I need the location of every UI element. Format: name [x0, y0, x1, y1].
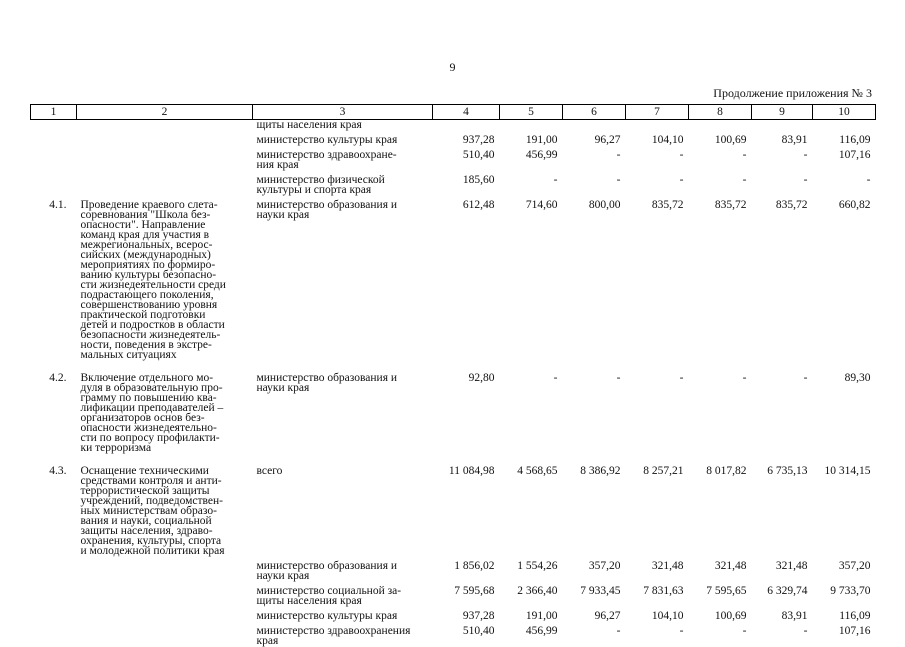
executor: министерство образования и науки края: [256, 199, 398, 221]
amount-cell: -: [616, 625, 621, 637]
executor: министерство социальной за- щиты населения края: [256, 585, 402, 607]
amount-cell: 510,40: [462, 149, 495, 161]
amount-cell: 100,69: [714, 610, 747, 622]
amount-cell: 612,48: [462, 199, 495, 211]
amount-cell: 8 017,82: [706, 465, 747, 477]
table-row: [31, 145, 876, 170]
amount-cell: 4 568,65: [517, 465, 558, 477]
measure-name: [77, 556, 253, 581]
table-row: [31, 130, 876, 145]
header-cell: 3: [253, 105, 433, 120]
executor: всего: [256, 465, 283, 477]
budget-table: [30, 104, 876, 646]
amount-cell: 7 595,68: [454, 585, 495, 597]
amount-cell: -: [803, 174, 808, 186]
header-cell: 7: [626, 105, 689, 120]
amount-cell: [752, 120, 813, 131]
amount-cell: 1 554,26: [517, 560, 558, 572]
amount-cell: 835,72: [714, 199, 747, 211]
amount-cell: 104,10: [651, 610, 684, 622]
amount-cell: 89,30: [844, 372, 871, 384]
table-row: [31, 621, 876, 646]
amount-cell: 456,99: [525, 149, 558, 161]
amount-cell: [500, 120, 563, 131]
measure-name: [77, 145, 253, 170]
table-row: [31, 581, 876, 606]
amount-cell: 7 933,45: [580, 585, 621, 597]
executor: щиты населения края: [256, 119, 362, 131]
measure-name: [77, 120, 253, 131]
amount-cell: 714,60: [525, 199, 558, 211]
header-cell: 6: [563, 105, 626, 120]
amount-cell: 1 856,02: [454, 560, 495, 572]
amount-cell: 6 329,74: [767, 585, 808, 597]
amount-cell: 116,09: [839, 610, 871, 622]
amount-cell: 100,69: [714, 134, 747, 146]
measure-name: [77, 606, 253, 621]
item-number: [31, 120, 77, 131]
measure-name: Оснащение техническими средствами контроля и анти- террористической защиты учреждений, подведомствен- ных министерствам образо- вания и науки, социальной защиты населения, здраво- охранения, культуры, спорта и молодежной политики края: [80, 465, 225, 557]
executor: министерство здравоохране- ния края: [256, 149, 397, 171]
amount-cell: 9 733,70: [830, 585, 871, 597]
executor: министерство здравоохранения края: [256, 625, 411, 647]
item-number: [31, 606, 77, 621]
amount-cell: 8 386,92: [580, 465, 621, 477]
executor: министерство культуры края: [256, 134, 398, 146]
amount-cell: 321,48: [651, 560, 684, 572]
header-row: [31, 105, 876, 120]
header-cell: 8: [689, 105, 752, 120]
continuation-label: Продолжение приложения № 3: [713, 86, 872, 100]
amount-cell: -: [553, 372, 558, 384]
executor: министерство физической культуры и спорта края: [256, 174, 385, 196]
amount-cell: -: [742, 149, 747, 161]
executor: министерство образования и науки края: [256, 560, 398, 582]
amount-cell: 92,80: [468, 372, 495, 384]
amount-cell: 937,28: [462, 610, 495, 622]
amount-cell: -: [616, 372, 621, 384]
table-row: [31, 120, 876, 131]
amount-cell: -: [742, 625, 747, 637]
item-number: 4.3.: [49, 465, 67, 477]
amount-cell: 2 366,40: [517, 585, 558, 597]
item-number: [31, 556, 77, 581]
page-number: 9: [449, 60, 456, 74]
amount-cell: 7 595,65: [706, 585, 747, 597]
header-cell: 4: [433, 105, 500, 120]
executor: министерство культуры края: [256, 610, 398, 622]
measure-name: [77, 581, 253, 606]
amount-cell: -: [679, 625, 684, 637]
measure-name: [77, 170, 253, 195]
amount-cell: 456,99: [525, 625, 558, 637]
amount-cell: 510,40: [462, 625, 495, 637]
header-cell: 9: [752, 105, 813, 120]
item-number: [31, 621, 77, 646]
amount-cell: [433, 120, 500, 131]
header-cell: 5: [500, 105, 563, 120]
amount-cell: 321,48: [775, 560, 808, 572]
amount-cell: -: [803, 149, 808, 161]
table-row: [31, 195, 876, 360]
amount-cell: 8 257,21: [643, 465, 684, 477]
amount-cell: [626, 120, 689, 131]
amount-cell: -: [679, 149, 684, 161]
amount-cell: 835,72: [775, 199, 808, 211]
amount-cell: -: [803, 372, 808, 384]
amount-cell: 7 831,63: [643, 585, 684, 597]
amount-cell: -: [742, 372, 747, 384]
amount-cell: 357,20: [588, 560, 621, 572]
amount-cell: 191,00: [525, 134, 558, 146]
amount-cell: [813, 120, 876, 131]
amount-cell: -: [742, 174, 747, 186]
header-cell: 1: [31, 105, 77, 120]
amount-cell: 83,91: [781, 134, 808, 146]
item-number: [31, 581, 77, 606]
amount-cell: 357,20: [838, 560, 871, 572]
measure-name: Включение отдельного мо- дуля в образовательную про- грамму по повышению ква- лификации преподавателей – организаторов основ без- опасности жизнедеятельно- сти по вопросу профилакти- ки терроризма: [80, 372, 224, 454]
item-number: [31, 170, 77, 195]
executor: министерство образования и науки края: [256, 372, 398, 394]
amount-cell: 10 314,15: [824, 465, 871, 477]
amount-cell: 191,00: [525, 610, 558, 622]
item-number: [31, 130, 77, 145]
amount-cell: 11 084,98: [448, 465, 495, 477]
measure-name: Проведение краевого слета- соревнования "Школа без- опасности". Направление команд края для участия в межрегиональных, всерос- сийских (международных) мероприятиях по формиро- ванию культуры безопасно- сти жизнедеятельности среди подрастающего поколения, совершенствованию уровня практической подготовки детей и подростков в области безопасности жизнедеятель- ности, поведения в экстре- мальных ситуациях: [80, 199, 226, 361]
amount-cell: 185,60: [462, 174, 495, 186]
amount-cell: [689, 120, 752, 131]
amount-cell: 96,27: [594, 134, 621, 146]
amount-cell: -: [553, 174, 558, 186]
amount-cell: 800,00: [588, 199, 621, 211]
amount-cell: 116,09: [839, 134, 871, 146]
table-row: [31, 170, 876, 195]
item-number: 4.2.: [49, 372, 67, 384]
measure-name: [77, 621, 253, 646]
amount-cell: 835,72: [651, 199, 684, 211]
amount-cell: 937,28: [462, 134, 495, 146]
amount-cell: -: [616, 174, 621, 186]
amount-cell: 321,48: [714, 560, 747, 572]
header-cell: 10: [813, 105, 876, 120]
measure-name: [77, 130, 253, 145]
amount-cell: [563, 120, 626, 131]
amount-cell: 96,27: [594, 610, 621, 622]
table-row: [31, 606, 876, 621]
amount-cell: -: [616, 149, 621, 161]
amount-cell: -: [866, 174, 871, 186]
item-number: [31, 145, 77, 170]
header-cell: 2: [77, 105, 253, 120]
amount-cell: 83,91: [781, 610, 808, 622]
amount-cell: 104,10: [651, 134, 684, 146]
table-row: [31, 360, 876, 453]
amount-cell: -: [679, 372, 684, 384]
amount-cell: 660,82: [838, 199, 871, 211]
amount-cell: -: [803, 625, 808, 637]
table-row: [31, 453, 876, 556]
amount-cell: 107,16: [838, 149, 871, 161]
amount-cell: -: [679, 174, 684, 186]
item-number: 4.1.: [49, 199, 67, 211]
amount-cell: 107,16: [838, 625, 871, 637]
amount-cell: 6 735,13: [767, 465, 808, 477]
table-row: [31, 556, 876, 581]
